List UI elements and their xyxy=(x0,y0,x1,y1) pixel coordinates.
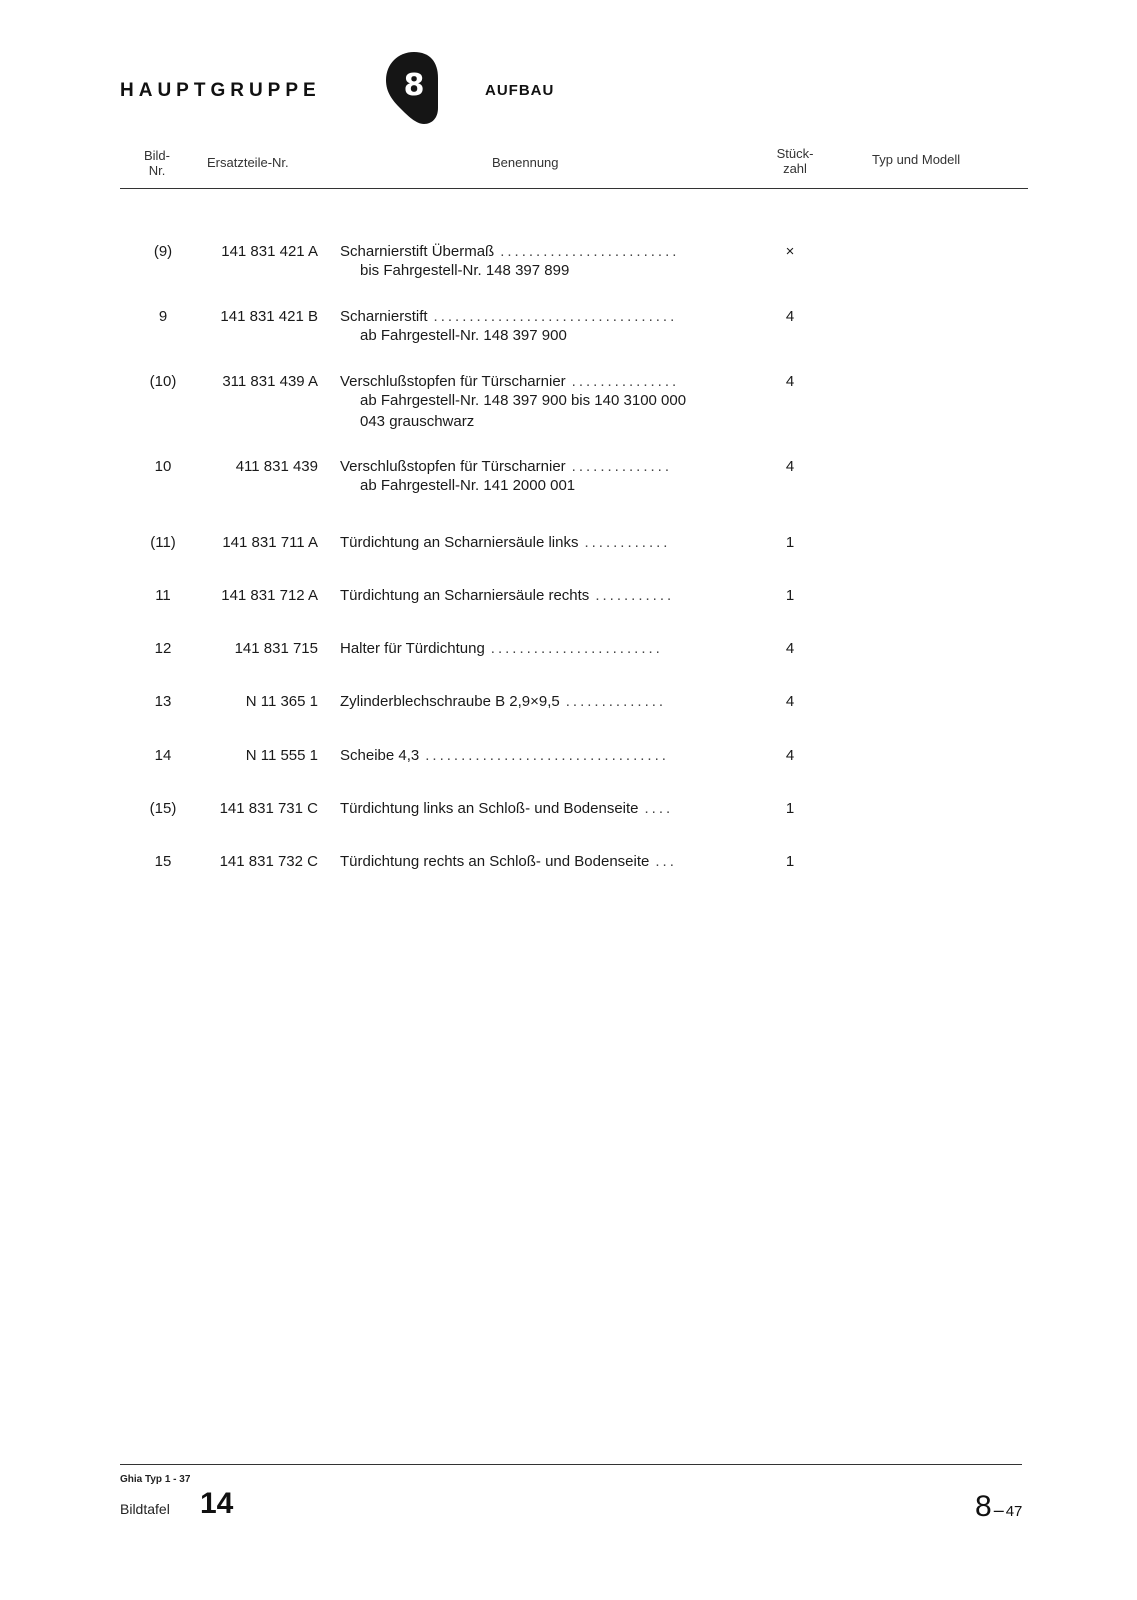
description-subline: ab Fahrgestell-Nr. 148 397 900 xyxy=(360,327,567,344)
cell-description xyxy=(340,243,753,281)
leader-dots: ... xyxy=(655,853,677,870)
column-header-ersatzteile-nr: Ersatzteile-Nr. xyxy=(207,155,289,170)
cell-part-number: N 11 555 1 xyxy=(245,747,318,764)
header-divider xyxy=(120,188,1028,189)
cell-description xyxy=(340,693,753,710)
column-header-bild-line1: Bild- xyxy=(143,148,170,163)
description-name: Türdichtung rechts an Schloß- und Bodenseite xyxy=(340,853,650,870)
cell-quantity: 4 xyxy=(785,308,795,325)
description-name: Scharnierstift Übermaß xyxy=(340,243,495,260)
cell-description xyxy=(340,853,753,870)
cell-bild-nr: 10 xyxy=(154,458,172,475)
column-header-stueckzahl xyxy=(770,146,820,176)
description-name: Scheibe 4,3 xyxy=(340,747,420,764)
leader-dots: .................................. xyxy=(425,747,669,764)
cell-bild-nr: 9 xyxy=(158,308,168,325)
column-header-typ-modell: Typ und Modell xyxy=(872,152,961,167)
leader-dots: ........... xyxy=(595,587,675,604)
cell-part-number: 411 831 439 xyxy=(235,458,318,475)
cell-bild-nr: 13 xyxy=(154,693,172,710)
cell-bild-nr: 12 xyxy=(154,640,172,657)
leader-dots: .............. xyxy=(571,458,673,475)
description-name: Verschlußstopfen für Türscharnier xyxy=(340,458,566,475)
cell-description xyxy=(340,534,753,551)
description-subline: 043 grauschwarz xyxy=(360,413,475,430)
description-line xyxy=(340,243,753,260)
description-name: Türdichtung an Scharniersäule rechts xyxy=(340,587,590,604)
cell-description xyxy=(340,640,753,657)
cell-part-number: 141 831 732 C xyxy=(219,853,318,870)
description-line xyxy=(340,693,753,710)
description-name: Türdichtung links an Schloß- und Bodenseite xyxy=(340,800,639,817)
description-line xyxy=(340,587,753,604)
description-subline: bis Fahrgestell-Nr. 148 397 899 xyxy=(360,262,570,279)
cell-quantity: 4 xyxy=(785,373,795,390)
column-header-stueck-line1: Stück- xyxy=(776,146,814,161)
cell-description xyxy=(340,587,753,604)
description-name: Zylinderblechschraube B 2,9×9,5 xyxy=(340,693,560,710)
cell-bild-nr: 15 xyxy=(154,853,172,870)
cell-bild-nr: (10) xyxy=(149,373,177,390)
cell-quantity: 1 xyxy=(785,800,795,817)
leader-dots: .... xyxy=(644,800,674,817)
cell-description xyxy=(340,800,753,817)
description-line xyxy=(340,747,753,764)
cell-part-number: N 11 365 1 xyxy=(245,693,318,710)
cell-quantity: 4 xyxy=(785,693,795,710)
cell-quantity: × xyxy=(785,243,795,260)
cell-bild-nr: (9) xyxy=(153,243,173,260)
description-name: Scharnierstift xyxy=(340,308,428,325)
column-header-stueck-line2: zahl xyxy=(783,161,807,176)
cell-quantity: 4 xyxy=(785,640,795,657)
leader-dots: ......................... xyxy=(500,243,680,260)
description-line xyxy=(340,373,753,390)
group-number: 8 xyxy=(403,68,425,103)
description-subline: ab Fahrgestell-Nr. 148 397 900 bis 140 3100 000 xyxy=(360,392,687,409)
footer-divider xyxy=(120,1464,1022,1465)
cell-part-number: 141 831 421 A xyxy=(221,243,318,260)
page-number xyxy=(975,1490,1022,1524)
description-name: Verschlußstopfen für Türscharnier xyxy=(340,373,566,390)
cell-quantity: 4 xyxy=(785,747,795,764)
leader-dots: .............. xyxy=(565,693,667,710)
leader-dots: .................................. xyxy=(433,308,678,325)
description-subline: ab Fahrgestell-Nr. 141 2000 001 xyxy=(360,477,576,494)
description-name: Türdichtung an Scharniersäule links xyxy=(340,534,579,551)
cell-description xyxy=(340,308,753,346)
cell-bild-nr: (11) xyxy=(150,534,176,551)
footer-model: Ghia Typ 1 - 37 xyxy=(120,1474,191,1485)
column-header-benennung: Benennung xyxy=(492,155,559,170)
cell-part-number: 141 831 731 C xyxy=(219,800,318,817)
cell-description xyxy=(340,747,753,764)
cell-quantity: 1 xyxy=(785,534,795,551)
cell-part-number: 311 831 439 A xyxy=(222,373,318,390)
cell-description xyxy=(340,373,753,432)
footer-bildtafel-label: Bildtafel xyxy=(120,1501,170,1517)
cell-bild-nr: (15) xyxy=(149,800,177,817)
page-number-separator: – xyxy=(993,1500,1004,1520)
cell-description xyxy=(340,458,753,496)
description-line xyxy=(340,458,753,475)
cell-quantity: 1 xyxy=(785,587,795,604)
cell-part-number: 141 831 715 xyxy=(234,640,318,657)
cell-part-number: 141 831 421 B xyxy=(220,308,318,325)
footer-bildtafel-number: 14 xyxy=(200,1487,234,1520)
cell-part-number: 141 831 711 A xyxy=(222,534,318,551)
leader-dots: ........................ xyxy=(490,640,663,657)
cell-quantity: 4 xyxy=(785,458,795,475)
group-number-badge xyxy=(386,52,442,126)
description-line xyxy=(340,640,753,657)
description-line xyxy=(340,534,753,551)
description-name: Halter für Türdichtung xyxy=(340,640,485,657)
main-group-label: HAUPTGRUPPE xyxy=(120,80,321,101)
description-line xyxy=(340,800,753,817)
cell-part-number: 141 831 712 A xyxy=(221,587,318,604)
cell-bild-nr: 14 xyxy=(154,747,172,764)
page-number-main: 8 xyxy=(975,1490,992,1523)
leader-dots: ............... xyxy=(571,373,680,390)
leader-dots: ............ xyxy=(584,534,671,551)
column-header-bild-nr xyxy=(137,148,177,178)
description-line xyxy=(340,308,753,325)
description-line xyxy=(340,853,753,870)
column-header-bild-line2: Nr. xyxy=(148,163,166,178)
page-number-sub: 47 xyxy=(1005,1503,1023,1520)
cell-bild-nr: 11 xyxy=(155,587,171,604)
section-title: AUFBAU xyxy=(485,82,555,99)
cell-quantity: 1 xyxy=(785,853,795,870)
